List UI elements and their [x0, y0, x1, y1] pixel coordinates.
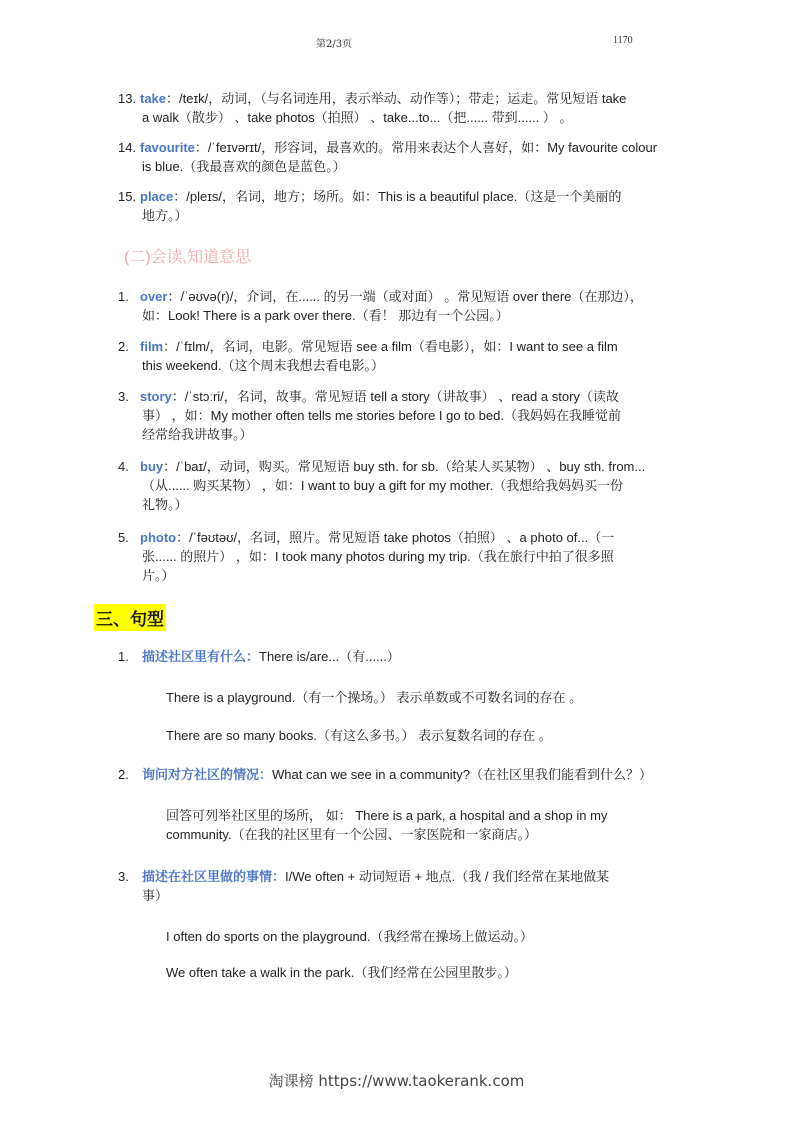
- entry-number: 5.: [118, 530, 129, 545]
- pattern-example: 回答可列举社区里的场所， 如： There is a park, a hospital and a shop in my: [166, 808, 608, 823]
- entry-word: over: [140, 289, 168, 304]
- entry-text: ：/ˈəʊvə(r)/，介词，在...... 的另一端（或对面） 。常见短语 over there（在那边），: [167, 289, 643, 304]
- pattern-number: 3.: [118, 869, 129, 884]
- entry-text: ：/teɪk/，动词，（与名词连用，表示举动、动作等）；带走；运走。常见短语 take: [166, 91, 627, 106]
- entry-text: ：/ˈstɔːri/，名词，故事。常见短语 tell a story（讲故事） 、read a story（读故: [171, 389, 619, 404]
- entry-word: film: [140, 339, 164, 354]
- pattern-text: I/We often + 动词短语 + 地点.（我 / 我们经常在某地做某: [285, 869, 610, 884]
- vocab-entry-story: [118, 387, 690, 444]
- section-title: 三、句型: [94, 604, 166, 631]
- pattern-label: 描述社区里有什么：: [142, 649, 260, 664]
- entry-text: is blue.（我最喜欢的颜色是蓝色。）: [142, 159, 346, 174]
- pattern-item: [118, 647, 693, 666]
- entry-text: 如：Look! There is a park over there.（看！ 那边有一个公园。）: [142, 308, 509, 323]
- entry-word: buy: [140, 459, 164, 474]
- pattern-example: There are so many books.（有这么多书。） 表示复数名词的存在 。: [166, 728, 552, 743]
- pattern-example: I often do sports on the playground.（我经常在操场上做运动。）: [166, 929, 534, 944]
- entry-word: photo: [140, 530, 177, 545]
- pattern-example: There is a playground.（有一个操场。） 表示单数或不可数名词的存在 。: [166, 690, 583, 705]
- pattern-number: 1.: [118, 649, 129, 664]
- vocab-entry-photo: [118, 528, 690, 585]
- entry-number: 2.: [118, 339, 129, 354]
- vocab-entry-film: [118, 337, 690, 375]
- pattern-number: 2.: [118, 767, 129, 782]
- page-header: [0, 35, 793, 49]
- entry-text: ：/ˈfəʊtəʊ/，名词，照片。常见短语 take photos（拍照） 、a photo of...（一: [176, 530, 615, 545]
- entry-number: 14.: [118, 140, 137, 155]
- entry-text: 事） ，如：My mother often tells me stories before I go to bed.（我妈妈在我睡觉前: [142, 408, 621, 423]
- pattern-item: [118, 765, 693, 784]
- pattern-text: 事）: [142, 888, 169, 903]
- vocab-entry-place: [118, 187, 690, 225]
- entry-text: 经常给我讲故事。）: [142, 427, 253, 442]
- vocab-entry-over: [118, 287, 690, 325]
- entry-text: this weekend.（这个周末我想去看电影。）: [142, 358, 384, 373]
- entry-text: a walk（散步） 、take photos（拍照） 、take...to...（把...... 带到...... ） 。: [142, 110, 573, 125]
- entry-text: 地方。）: [142, 208, 188, 223]
- entry-word: story: [140, 389, 172, 404]
- pattern-example: community.（在我的社区里有一个公园、一家医院和一家商店。）: [166, 827, 537, 842]
- vocab-entry-buy: [118, 457, 690, 514]
- entry-text: ：/ˈbaɪ/，动词，购买。常见短语 buy sth. for sb.（给某人买某物） 、buy sth. from...: [163, 459, 646, 474]
- entry-text: ：/ˈfɪlm/，名词，电影。常见短语 see a film（看电影），如：I want to see a film: [163, 339, 618, 354]
- entry-word: place: [140, 189, 174, 204]
- entry-text: 片。）: [142, 568, 175, 583]
- entry-text: 礼物。）: [142, 497, 188, 512]
- pattern-text: There is/are...（有......）: [259, 649, 400, 664]
- entry-text: 张...... 的照片） ，如：I took many photos during my trip.（我在旅行中拍了很多照: [142, 549, 614, 564]
- pattern-text: What can we see in a community?（在社区里我们能看到什么？）: [272, 767, 652, 782]
- entry-word: favourite: [140, 140, 195, 155]
- entry-text: ：/pleɪs/，名词，地方；场所。如：This is a beautiful place.（这是一个美丽的: [173, 189, 622, 204]
- pattern-item: [118, 867, 693, 905]
- vocab-entry-take: [118, 89, 690, 127]
- document-number: 1170: [613, 35, 633, 46]
- entry-word: take: [140, 91, 167, 106]
- entry-text: （从...... 购买某物） ，如：I want to buy a gift for my mother.（我想给我妈妈买一份: [142, 478, 624, 493]
- vocab-entry-favourite: [118, 138, 690, 176]
- entry-number: 1.: [118, 289, 129, 304]
- entry-number: 13.: [118, 91, 137, 106]
- pattern-label: 描述在社区里做的事情：: [142, 869, 286, 884]
- subsection-title: (二)会读,知道意思: [124, 249, 252, 266]
- pattern-label: 询问对方社区的情况：: [142, 767, 273, 782]
- entry-number: 15.: [118, 189, 137, 204]
- pattern-example: We often take a walk in the park.（我们经常在公园里散步。）: [166, 965, 517, 980]
- entry-number: 4.: [118, 459, 129, 474]
- footer-watermark: 淘课榜 https://www.taokerank.com: [268, 1072, 525, 1090]
- page-indicator: 第2/3页: [316, 39, 353, 50]
- entry-text: ：/ˈfeɪvərɪt/，形容词，最喜欢的。常用来表达个人喜好，如：My favourite colour: [194, 140, 658, 155]
- entry-number: 3.: [118, 389, 129, 404]
